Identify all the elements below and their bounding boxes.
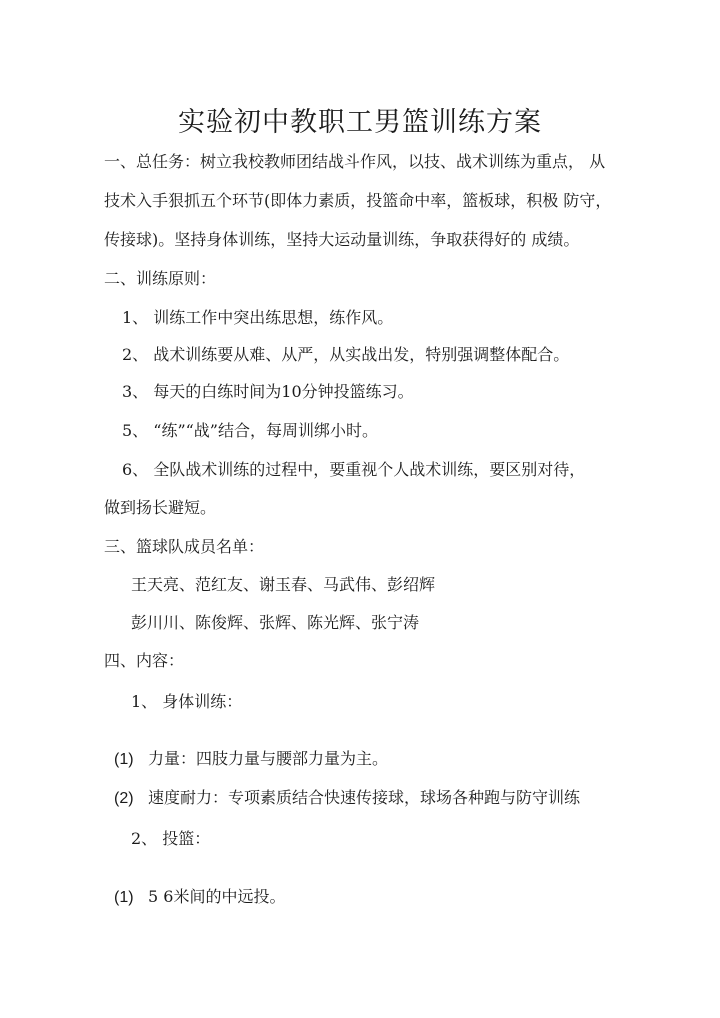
principle-item-6: 6、 全队战术训练的过程中，要重视个人战术训练，要区别对待， (122, 460, 586, 479)
item-number: (2) (114, 790, 134, 807)
item-number: (1) (114, 889, 134, 906)
principle-item-3: 3、 每天的白练时间为10分钟投篮练习。 (122, 382, 414, 401)
content-sub-1: 1、 身体训练： (131, 692, 243, 711)
item-text: 力量：四肢力量与腰部力量为主。 (148, 749, 389, 768)
content-heading: 四、内容： (104, 651, 185, 670)
task-line-2: 技术入手狠抓五个环节(即体力素质，投篮命中率，篮板球，积极 防守， (104, 191, 612, 210)
principle-item-6-continued: 做到扬长避短。 (104, 498, 217, 517)
document-title: 实验初中教职工男篮训练方案 (178, 107, 542, 138)
roster-row-2: 彭川川、陈俊辉、张辉、陈光辉、张宁涛 (131, 613, 420, 632)
physical-item-2 (114, 786, 580, 811)
task-line-3: 传接球)。坚持身体训练，坚持大运动量训练，争取获得好的 成绩。 (104, 230, 580, 249)
principle-item-5: 5、 “练”“战”结合，每周训绑小时。 (122, 421, 378, 440)
principle-item-2: 2、 战术训练要从难、从严，从实战出发，特别强调整体配合。 (122, 345, 570, 364)
roster-heading: 三、篮球队成员名单： (104, 537, 265, 556)
principle-item-1: 1、 训练工作中突出练思想，练作风。 (122, 308, 394, 327)
physical-item-1 (114, 747, 388, 772)
item-number: (1) (114, 751, 134, 768)
shooting-item-1 (114, 885, 285, 910)
item-text: 速度耐力：专项素质结合快速传接球，球场各种跑与防守训练 (148, 788, 581, 807)
task-line-1: 一、总任务：树立我校教师团结战斗作风，以技、战术训练为重点， 从 (104, 152, 606, 171)
roster-row-1: 王天亮、范红友、谢玉春、马武伟、彭绍辉 (131, 575, 436, 594)
principles-heading: 二、训练原则： (104, 269, 217, 288)
content-sub-2: 2、 投篮： (131, 829, 211, 848)
item-text: 5 6米间的中远投。 (148, 887, 286, 906)
